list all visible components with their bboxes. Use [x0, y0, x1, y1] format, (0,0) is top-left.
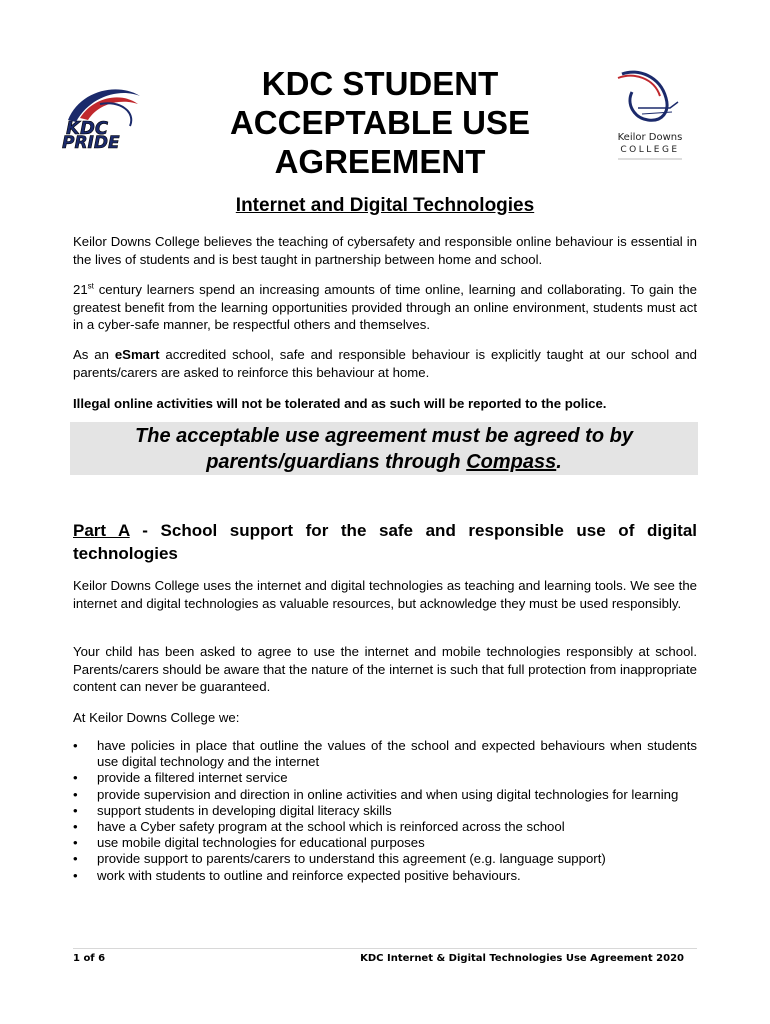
- list-item: [73, 787, 697, 803]
- compass-agreement-banner: [70, 422, 698, 475]
- part-a-paragraph-2: Your child has been asked to agree to use the internet and mobile technologies responsibly at school. Parents/carers should be aware that the nature of the internet is such that full protection from inappropriate content can never be guaranteed.: [73, 644, 697, 694]
- svg-text:Keilor Downs: Keilor Downs: [617, 132, 683, 143]
- list-item: [73, 851, 697, 867]
- document-title: [180, 64, 580, 181]
- title-line-1: KDC STUDENT: [261, 65, 499, 102]
- century-suffix: st: [87, 281, 94, 291]
- intro-paragraph-2: [73, 281, 697, 334]
- bullet-dot: •: [73, 770, 78, 786]
- part-a-lead: At Keilor Downs College we:: [73, 710, 240, 725]
- school-commitments-list: [73, 738, 697, 884]
- compass-link[interactable]: Compass: [466, 451, 557, 473]
- list-item: [73, 770, 697, 786]
- list-item: [73, 868, 697, 884]
- intro-paragraph-3-pre: As an: [73, 347, 115, 362]
- part-a-paragraph-1: Keilor Downs College uses the internet and digital technologies as teaching and learning tools. We see the internet and digital technologies as valuable resources, but acknowledge they must be used responsibly.: [73, 578, 697, 611]
- banner-line-2-post: .: [556, 451, 562, 473]
- list-item: [73, 819, 697, 835]
- bullet-dot: •: [73, 851, 78, 867]
- title-line-3: AGREEMENT: [274, 143, 486, 180]
- illegal-activities-notice: Illegal online activities will not be tolerated and as such will be reported to the police.: [73, 396, 607, 411]
- footer-document-title: KDC Internet & Digital Technologies Use Agreement 2020: [360, 953, 684, 964]
- list-item-text: have a Cyber safety program at the school which is reinforced across the school: [97, 819, 565, 835]
- svg-text:PRIDE: PRIDE: [62, 133, 120, 152]
- kdc-pride-logo: [60, 82, 156, 152]
- list-item-text: provide support to parents/carers to understand this agreement (e.g. language support): [97, 851, 606, 867]
- banner-line-2-pre: parents/guardians through: [206, 451, 467, 473]
- list-item: [73, 803, 697, 819]
- intro-paragraph-2-text: century learners spend an increasing amounts of time online, learning and collaborating. To gain the greatest benefit from the learning opportunities provided through an online environment, students must act in a cyber-safe manner, be respectful others and themselves.: [73, 282, 697, 332]
- keilor-downs-college-logo: [608, 68, 692, 168]
- part-a-heading-text: - School support for the safe and responsible use of digital technologies: [73, 521, 697, 563]
- bullet-dot: •: [73, 867, 78, 883]
- part-a-label: Part A: [73, 521, 130, 540]
- intro-paragraph-1: Keilor Downs College believes the teaching of cybersafety and responsible online behaviour is essential in the lives of students and is best taught in partnership between home and school.: [73, 234, 697, 267]
- banner-line-1: The acceptable use agreement must be agreed to by: [135, 425, 633, 447]
- list-item-text: work with students to outline and reinforce expected positive behaviours.: [97, 867, 521, 883]
- list-item-text: support students in developing digital literacy skills: [97, 802, 392, 818]
- footer-divider: [73, 948, 697, 949]
- list-item-text: provide a filtered internet service: [97, 770, 288, 786]
- list-item-text: have policies in place that outline the values of the school and expected behaviours when students use digital technology and the internet: [97, 738, 697, 770]
- intro-paragraph-3-post: accredited school, safe and responsible behaviour is explicitly taught at our school and parents/carers are asked to reinforce this behaviour at home.: [73, 347, 697, 380]
- page-number: 1 of 6: [73, 953, 106, 964]
- banner-line-2: [70, 449, 698, 475]
- svg-text:COLLEGE: COLLEGE: [620, 145, 680, 155]
- svg-text:KDC: KDC: [66, 118, 109, 139]
- part-a-heading: [73, 519, 697, 565]
- title-line-2: ACCEPTABLE USE: [229, 104, 531, 141]
- intro-paragraph-3: [73, 346, 697, 381]
- bullet-dot: •: [73, 738, 78, 753]
- list-item-text: use mobile digital technologies for educational purposes: [97, 835, 425, 851]
- document-subtitle: Internet and Digital Technologies: [235, 195, 535, 216]
- century-number: 21: [73, 282, 88, 297]
- list-item: [73, 738, 697, 770]
- bullet-dot: •: [73, 802, 78, 818]
- list-item-text: provide supervision and direction in online activities and when using digital technologies for learning: [97, 786, 679, 802]
- bullet-dot: •: [73, 835, 78, 851]
- bullet-dot: •: [73, 819, 78, 835]
- list-item: [73, 835, 697, 851]
- bullet-dot: •: [73, 786, 78, 802]
- esmart-term: eSmart: [114, 347, 160, 362]
